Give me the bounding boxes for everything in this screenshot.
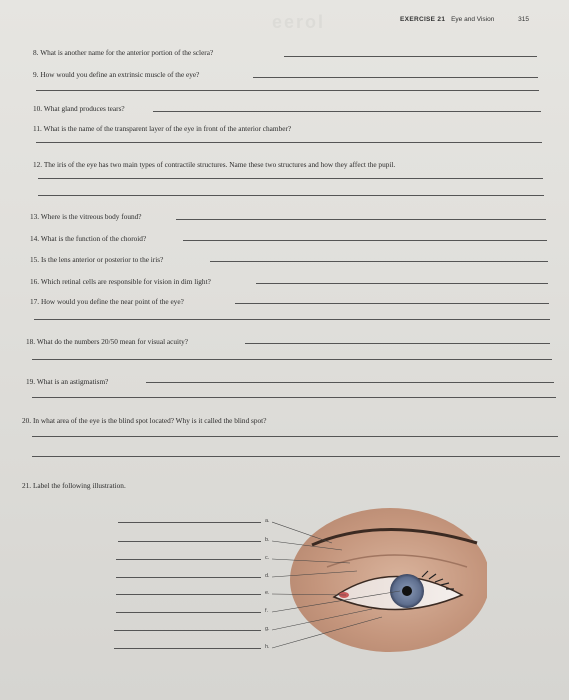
label-answer-line-h[interactable] (114, 648, 261, 649)
pupil-shape (402, 586, 412, 596)
answer-line-9a[interactable] (253, 77, 538, 78)
label-answer-line-d[interactable] (116, 577, 261, 578)
label-letter-d: d. (265, 573, 270, 579)
label-answer-line-b[interactable] (118, 541, 261, 542)
question-18: 18. What do the numbers 20/50 mean for visual acuity? (26, 337, 188, 346)
answer-line-18a[interactable] (245, 343, 550, 344)
answer-line-15[interactable] (210, 261, 548, 262)
faded-watermark-text: eerol (272, 12, 326, 32)
answer-line-12b[interactable] (38, 195, 544, 196)
label-letter-b: b. (265, 537, 270, 543)
answer-line-14[interactable] (183, 240, 547, 241)
question-17: 17. How would you define the near point of the eye? (30, 297, 184, 306)
label-letter-a: a. (265, 518, 270, 524)
question-12: 12. The iris of the eye has two main types of contractile structures. Name these two structures and how they affect the pupil. (33, 160, 396, 169)
label-letter-e: e. (265, 590, 270, 596)
label-answer-line-g[interactable] (114, 630, 261, 631)
answer-line-19b[interactable] (32, 397, 556, 398)
answer-line-12a[interactable] (38, 178, 543, 179)
question-8: 8. What is another name for the anterior portion of the sclera? (33, 48, 214, 57)
eye-illustration (272, 505, 487, 655)
exercise-number: EXERCISE 21 (400, 16, 446, 23)
label-answer-line-e[interactable] (116, 594, 261, 595)
question-9: 9. How would you define an extrinsic muscle of the eye? (33, 70, 200, 79)
question-10: 10. What gland produces tears? (33, 104, 125, 113)
answer-line-13[interactable] (176, 219, 546, 220)
answer-line-8[interactable] (284, 56, 537, 57)
label-answer-line-f[interactable] (116, 612, 261, 613)
question-14: 14. What is the function of the choroid? (30, 234, 147, 243)
question-11: 11. What is the name of the transparent layer of the eye in front of the anterior chamber? (33, 124, 292, 133)
question-20: 20. In what area of the eye is the blind spot located? Why is it called the blind spot? (22, 416, 267, 425)
question-16: 16. Which retinal cells are responsible for vision in dim light? (30, 277, 211, 286)
answer-line-20b[interactable] (32, 456, 560, 457)
answer-line-18b[interactable] (32, 359, 552, 360)
page-number: 315 (518, 16, 529, 23)
page-header (400, 16, 529, 23)
answer-line-11[interactable] (36, 142, 542, 143)
answer-line-10[interactable] (153, 111, 541, 112)
label-letter-c: c. (265, 555, 270, 561)
label-answer-line-c[interactable] (116, 559, 261, 560)
label-letter-h: h. (265, 644, 270, 650)
label-letter-f: f. (265, 608, 269, 614)
exercise-title: Eye and Vision (451, 16, 495, 23)
label-letter-g: g. (265, 626, 270, 632)
label-answer-line-a[interactable] (118, 522, 261, 523)
answer-line-19a[interactable] (146, 382, 554, 383)
question-19: 19. What is an astigmatism? (26, 377, 109, 386)
question-13: 13. Where is the vitreous body found? (30, 212, 142, 221)
answer-line-17b[interactable] (34, 319, 550, 320)
answer-line-16[interactable] (256, 283, 548, 284)
answer-line-20a[interactable] (32, 436, 558, 437)
answer-line-9b[interactable] (36, 90, 539, 91)
answer-line-17a[interactable] (235, 303, 549, 304)
question-21: 21. Label the following illustration. (22, 481, 126, 490)
question-15: 15. Is the lens anterior or posterior to the iris? (30, 255, 164, 264)
